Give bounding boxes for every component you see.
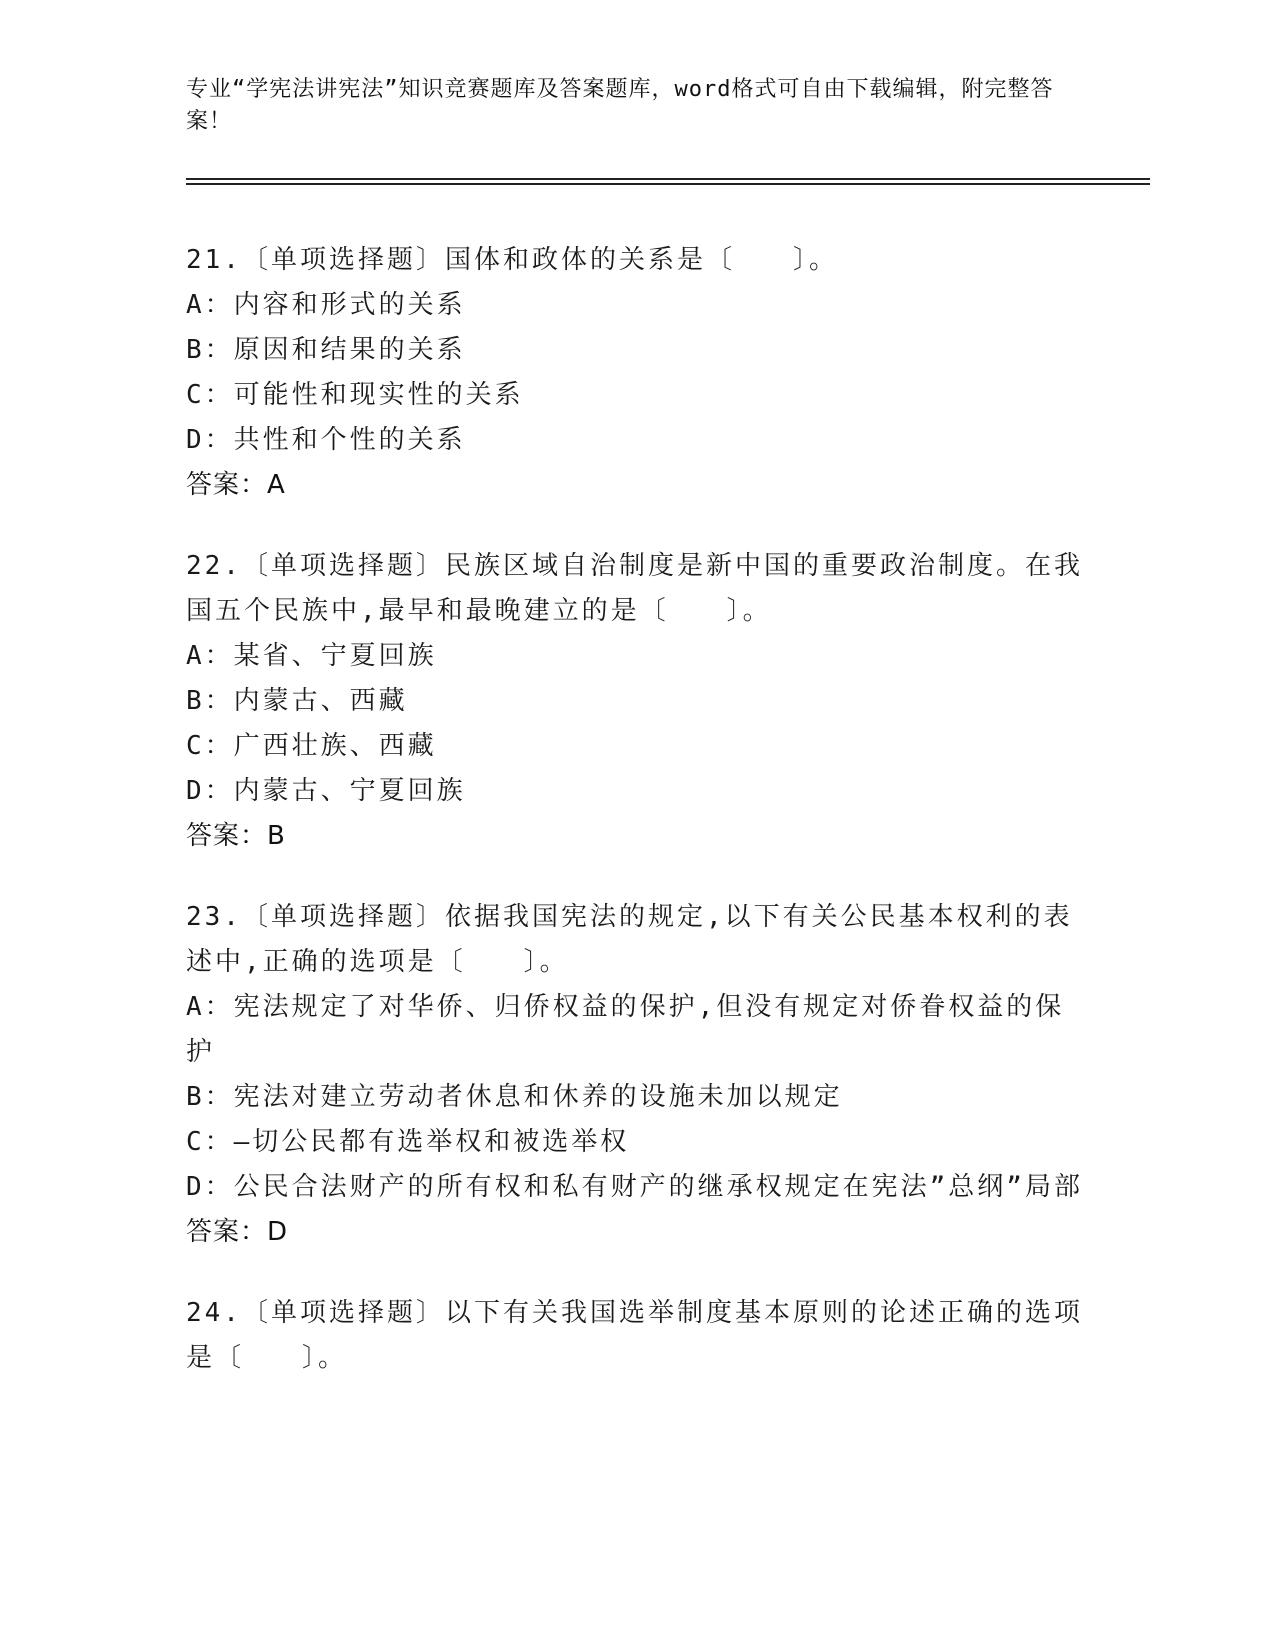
question-23 [186, 895, 1086, 1255]
option-a: A：内容和形式的关系 [186, 290, 466, 320]
option-b: B：宪法对建立劳动者休息和休养的设施未加以规定 [186, 1082, 843, 1112]
question-stem: 21.〔单项选择题〕国体和政体的关系是〔 〕。 [186, 245, 838, 275]
header-divider-bottom [186, 183, 1150, 185]
option-a: A：某省、宁夏回族 [186, 641, 437, 671]
option-b: B：原因和结果的关系 [186, 335, 466, 365]
option-d: D：公民合法财产的所有权和私有财产的继承权规定在宪法”总纲”局部 [186, 1172, 1083, 1202]
answer-line: 答案：D [186, 1217, 289, 1247]
answer-line: 答案：A [186, 470, 286, 500]
question-24 [186, 1291, 1086, 1381]
question-stem: 22.〔单项选择题〕民族区域自治制度是新中国的重要政治制度。在我国五个民族中,最早和最晚建立的是〔 〕。 [186, 551, 1083, 626]
document-header: 专业“学宪法讲宪法”知识竞赛题库及答案题库，word格式可自由下载编辑，附完整答案！ [186, 77, 1054, 134]
question-stem: 24.〔单项选择题〕以下有关我国选举制度基本原则的论述正确的选项是〔 〕。 [186, 1298, 1083, 1373]
question-22 [186, 544, 1086, 859]
question-stem: 23.〔单项选择题〕依据我国宪法的规定,以下有关公民基本权利的表述中,正确的选项是〔 〕。 [186, 902, 1073, 977]
option-c: C：可能性和现实性的关系 [186, 380, 524, 410]
option-d: D：内蒙古、宁夏回族 [186, 776, 466, 806]
question-21 [186, 238, 1086, 508]
option-d: D：共性和个性的关系 [186, 425, 466, 455]
option-c: C：广西壮族、西藏 [186, 731, 437, 761]
option-c: C：—切公民都有选举权和被选举权 [186, 1127, 630, 1157]
question-list [186, 238, 1086, 1417]
header-divider-top [186, 178, 1150, 180]
option-a: A：宪法规定了对华侨、归侨权益的保护,但没有规定对侨眷权益的保护 [186, 992, 1065, 1067]
answer-line: 答案：B [186, 821, 286, 851]
option-b: B：内蒙古、西藏 [186, 686, 408, 716]
